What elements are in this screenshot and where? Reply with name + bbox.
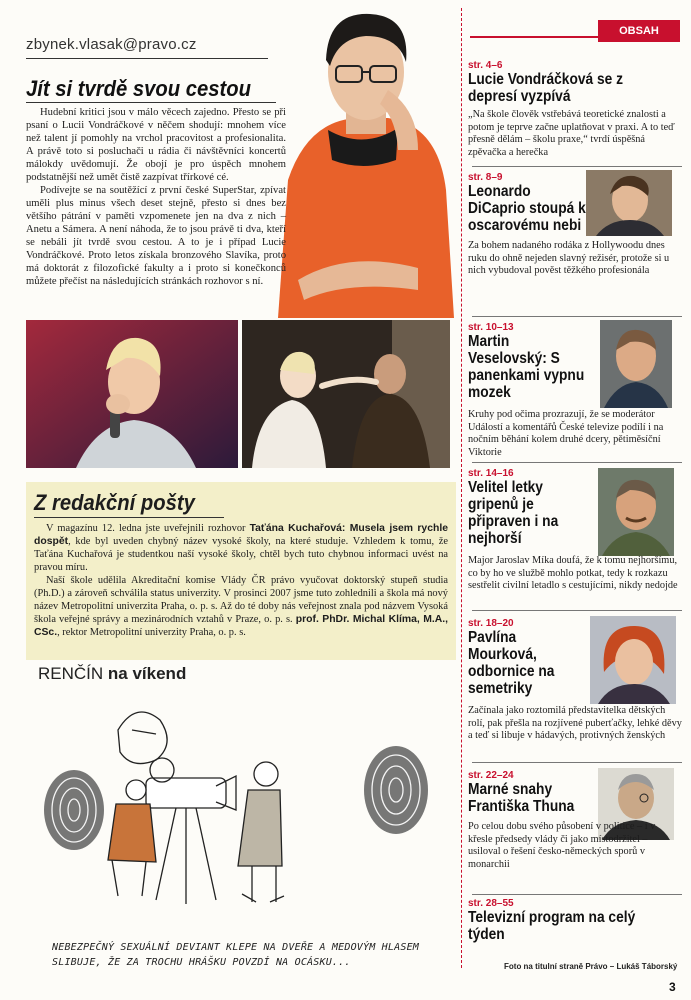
headline-rule [26, 102, 276, 103]
toc-label: OBSAH [598, 20, 680, 42]
toc-page: str. 18–20 [468, 618, 514, 629]
article-headline: Jít si tvrdě svou cestou [26, 76, 251, 101]
letter-paragraph [34, 522, 448, 574]
article-paragraph: Hudební kritici jsou v málo věcech zajedno. Přesto se při psaní o Lucii Vondráčkové v něčem shodují: mnohem více než talent jí pomohly na vrchol pracovitost a profesionalita. A právě toto si posluchači u rádia či návštěvníci koncertů málokdy uvědomují. Že obojí je pro úspěch mnohem podstatnější než umět čistě zazpívat třírkové cé. [26, 107, 286, 183]
toc-separator [472, 166, 682, 167]
toc-item[interactable] [468, 618, 682, 743]
toc-title[interactable]: Televizní program na celý týden [468, 909, 636, 943]
toc-title[interactable]: Martin Veselovský: S panenkami vypnu mozek [468, 333, 585, 401]
fingerprint-left-icon [44, 770, 104, 850]
toc-title[interactable]: Leonardo DiCaprio stoupá k oscarovému nebi [468, 183, 586, 234]
toc-page: str. 4–6 [468, 60, 503, 71]
table-of-contents [468, 0, 691, 1000]
toc-desc: Začínala jako roztomilá představitelka dětských rolí, pak přešla na rozjívené puberťačky, lehké děvy a teď si libuje v hádavých, protivných ženských [468, 705, 682, 742]
toc-item[interactable] [468, 322, 682, 459]
letters-box [26, 482, 456, 660]
cartoon-drawing [26, 690, 456, 920]
toc-item[interactable] [468, 468, 682, 593]
toc-separator [472, 316, 682, 317]
author-email[interactable]: zbynek.vlasak@pravo.cz [26, 36, 197, 53]
toc-item[interactable] [468, 172, 682, 278]
article-body [26, 106, 286, 288]
email-rule [26, 58, 296, 59]
toc-title[interactable]: Marné snahy Františka Thuna [468, 781, 575, 815]
toc-title[interactable]: Pavlína Mourková, odbornice na semetriky [468, 629, 555, 697]
letter-text: , kde byl uveden chybný název vysoké školy, na které studuje. Vzhledem k tomu, že Taťána Kuchařová je studentkou naší vysoké školy, chtěl bych tuto chybnou informaci uvést na pravou míru. [34, 536, 448, 573]
letter-signature-tail: , rektor Metropolitní univerzity Praha, o. p. s. [57, 627, 246, 638]
cartoon-subtitle: na víkend [107, 664, 187, 683]
cover-portrait-image [268, 0, 458, 318]
letter-signature: prof. PhDr. Michal Klíma, M.A., CSc. [34, 614, 449, 638]
fingerprint-right-icon [364, 746, 428, 834]
toc-title[interactable]: Velitel letky gripenů je připraven i na nejhorší [468, 479, 559, 547]
letter-text: V magazínu 12. ledna jste uveřejnili rozhovor [46, 523, 250, 534]
toc-page: str. 8–9 [468, 172, 503, 183]
letters-title: Z redakční pošty [34, 490, 195, 515]
letter-text: Naší škole udělila Akreditační komise Vlády ČR právo vyučovat doktorský stupeň studia (Ph.D.) a zároveň schválila status univerzity. V prosinci 2007 jsme tuto zohlednili a škola má nový název Metropolitní univerzita Praha, o. p. s. Až do té doby nás veřejnost znala pod názvem Vysoká škola veřejné správy a mezinárodních vztahů v Praze, o. p. s. [34, 575, 448, 625]
toc-item[interactable] [468, 770, 682, 871]
photo-credit: Foto na titulní straně Právo – Lukáš Táborský [504, 962, 678, 971]
letter-paragraph [34, 574, 448, 639]
toc-desc: Major Jaroslav Míka doufá, že k tomu nejhoršímu, co by ho ve službě mohlo potkat, tedy k rozkazu sestřelit civilní letadlo s cestujícími, nikdy nedojde [468, 555, 678, 592]
toc-title[interactable]: Lucie Vondráčková se z depresí vyzpívá [468, 71, 623, 105]
article-paragraph: Podívejte se na soutěžící z první české SuperStar, zpívat uměli plus minus všech deset stejně, přesto si dnes bez většího pátrání v paměti vzpomenete jen na dva z nich – Anetu a Sámera. A není náhoda, že to jsou právě ti dva, kteří se nebáli jít tvrdě svou cestou. A to je i případ Lucie Vondráčkové. Proto letos získala bronzového Slavíka, proto má doktorát z filozofické fakulty a i proto si konečkonců můžete přečíst na následujících stránkách rozhovor s ní. [26, 185, 286, 287]
toc-page: str. 22–24 [468, 770, 514, 781]
toc-page: str. 10–13 [468, 322, 514, 333]
letter-article-title: Taťána Kuchařová: Musela jsem rychle dospět [34, 523, 448, 547]
theatre-photo [242, 320, 450, 468]
toc-separator [472, 610, 682, 611]
toc-desc: Za bohem nadaného rodáka z Hollywoodu dnes ruku do ohně nejeden slavný režisér, protože si u nich vybudoval pověst těžkého profesionála [468, 240, 670, 277]
cartoon-author: RENČÍN [38, 664, 104, 683]
singer-photo [26, 320, 238, 468]
cartoon-caption: NEBEZPEČNÝ SEXUÁLNÍ DEVIANT KLEPE NA DVEŘE A MEDOVÝM HLASEM SLIBUJE, ŽE ZA TROCHU HRÁŠKU POVZDÍ NA OCÁSKU... [52, 942, 420, 968]
toc-item[interactable] [468, 60, 682, 159]
cartoon-title [38, 664, 186, 684]
column-divider [461, 8, 462, 968]
letters-body [34, 522, 448, 639]
toc-desc: Po celou dobu svého působení v politice – i v křesle předsedy vlády či jako místodržitel – usiloval o řešení česko-německých sporů v monarchii [468, 821, 656, 870]
photo-strip [26, 320, 450, 468]
toc-page: str. 14–16 [468, 468, 514, 479]
toc-page: str. 28–55 [468, 898, 514, 909]
letters-rule [34, 517, 224, 518]
toc-desc: „Na škole člověk vstřebává teoretické znalosti a potom je teprve začne uplatňovat v praxi. A to teď přesně dělám – školu praxe,“ tvrdí úspěšná zpěvačka a herečka [468, 109, 675, 158]
toc-item[interactable] [468, 898, 682, 943]
toc-separator [472, 894, 682, 895]
page-number: 3 [669, 980, 676, 994]
toc-desc: Kruhy pod očima prozrazují, že se moderátor Událostí a komentářů České televize podílí i na nočním běhání kolem druhé dcery, pětiměsíční Viktorie [468, 409, 664, 458]
toc-separator [472, 462, 682, 463]
toc-separator [472, 762, 682, 763]
